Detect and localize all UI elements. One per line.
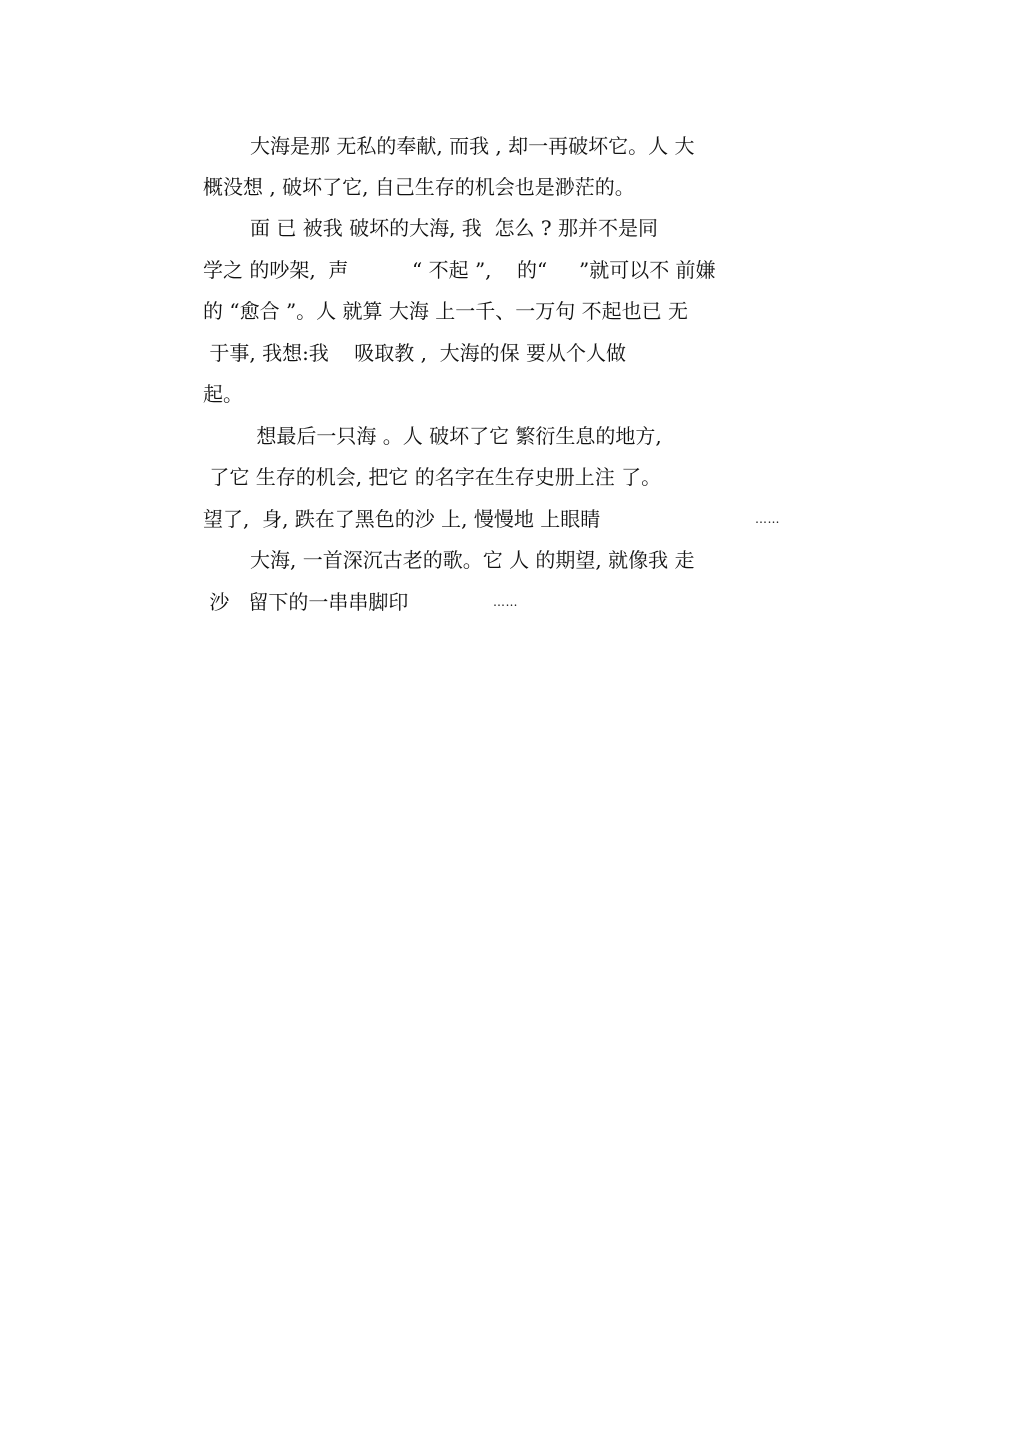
- text-line-6: 于事, 我想:我 吸取教 , 大海的保 要从个人做: [203, 341, 627, 365]
- text-line-3: 面 已 被我 破坏的大海, 我 怎么 ? 那并不是同: [250, 216, 658, 240]
- text-line-2: 概没想 , 破坏了它, 自己生存的机会也是渺茫的。: [203, 175, 635, 199]
- text-line-9: 了它 生存的机会, 把它 的名字在生存史册上注 了。: [203, 465, 662, 489]
- text-line-11: 大海, 一首深沉古老的歌。它 人 的期望, 就像我 走: [250, 548, 695, 572]
- text-line-5: 的 “愈合 ”。人 就算 大海 上一千、一万句 不起也已 无: [203, 299, 688, 323]
- ellipsis-1: ……: [755, 512, 780, 526]
- text-line-12: 沙 留下的一串串脚印: [203, 590, 409, 614]
- ellipsis-2: ……: [493, 595, 518, 609]
- text-line-8: 想最后一只海 。人 破坏了它 繁衍生息的地方,: [250, 424, 662, 448]
- text-line-4: 学之 的吵架, 声 “ 不起 ”, 的“ ”就可以不 前嫌: [203, 258, 716, 282]
- text-line-1: 大海是那 无私的奉献, 而我 , 却一再破坏它。人 大: [250, 134, 695, 158]
- text-line-7: 起。: [203, 382, 243, 406]
- text-line-10: 望了, 身, 跌在了黑色的沙 上, 慢慢地 上眼睛: [203, 507, 601, 531]
